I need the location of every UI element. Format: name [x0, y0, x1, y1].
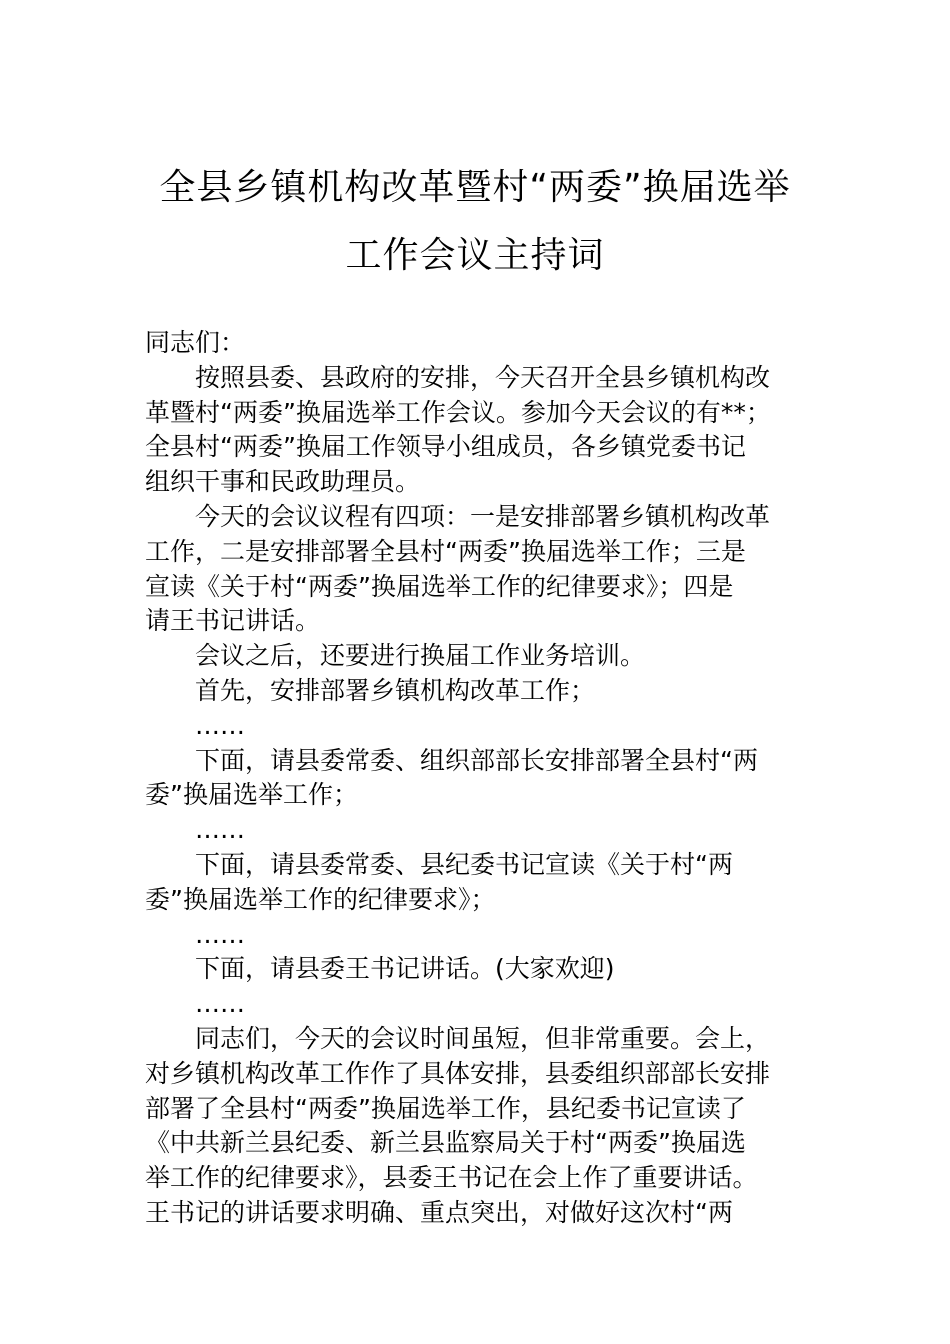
body-text-line: 首先，安排部署乡镇机构改革工作；: [195, 675, 596, 705]
document-title-line-2: 工作会议主持词: [345, 235, 605, 276]
body-text-line: 同志们：: [145, 328, 246, 357]
body-text-line: 请王书记讲话。: [145, 606, 321, 636]
body-text-line: 下面，请县委王书记讲话。(大家欢迎): [195, 954, 615, 984]
body-text-line: 组织干事和民政助理员。: [145, 467, 421, 497]
body-text-line: 下面，请县委常委、县纪委书记宣读《关于村“两: [195, 849, 733, 879]
body-text-line: 会议之后，还要进行换届工作业务培训。: [195, 641, 646, 671]
body-text-line: ……: [195, 815, 245, 845]
body-text-line: 今天的会议议程有四项：一是安排部署乡镇机构改革: [195, 501, 771, 531]
body-text-line: 同志们，今天的会议时间虽短，但非常重要。会上，: [195, 1023, 771, 1053]
body-text-line: 革暨村“两委”换届选举工作会议。参加今天会议的有**；: [145, 397, 771, 427]
body-text-line: ……: [195, 710, 245, 740]
body-text-line: 工作，二是安排部署全县村“两委”换届选举工作；三是: [145, 536, 746, 566]
body-text-line: 宣读《关于村“两委”换届选举工作的纪律要求》；四是: [145, 571, 734, 601]
body-text-line: ……: [195, 919, 245, 949]
body-text-line: 部署了全县村“两委”换届选举工作，县纪委书记宣读了: [145, 1093, 746, 1123]
body-text-line: 举工作的纪律要求》，县委王书记在会上作了重要讲话。: [145, 1163, 758, 1193]
document-title-line-1: 全县乡镇机构改革暨村“两委”换届选举: [159, 167, 791, 208]
body-text-line: 全县村“两委”换届工作领导小组成员，各乡镇党委书记: [145, 432, 746, 462]
body-text-line: 委”换届选举工作的纪律要求》；: [145, 884, 496, 914]
document-body: [145, 326, 810, 1231]
body-text-line: 王书记的讲话要求明确、重点突出，对做好这次村“两: [145, 1197, 733, 1227]
body-text-line: ……: [195, 989, 245, 1019]
body-text-line: 按照县委、县政府的安排，今天召开全县乡镇机构改: [195, 362, 771, 392]
body-text-line: 对乡镇机构改革工作作了具体安排，县委组织部部长安排: [145, 1058, 771, 1088]
body-text-line: 委”换届选举工作；: [145, 780, 358, 810]
body-text-line: 《中共新兰县纪委、新兰县监察局关于村“两委”换届选: [145, 1128, 746, 1158]
body-text-line: 下面，请县委常委、组织部部长安排部署全县村“两: [195, 745, 758, 775]
